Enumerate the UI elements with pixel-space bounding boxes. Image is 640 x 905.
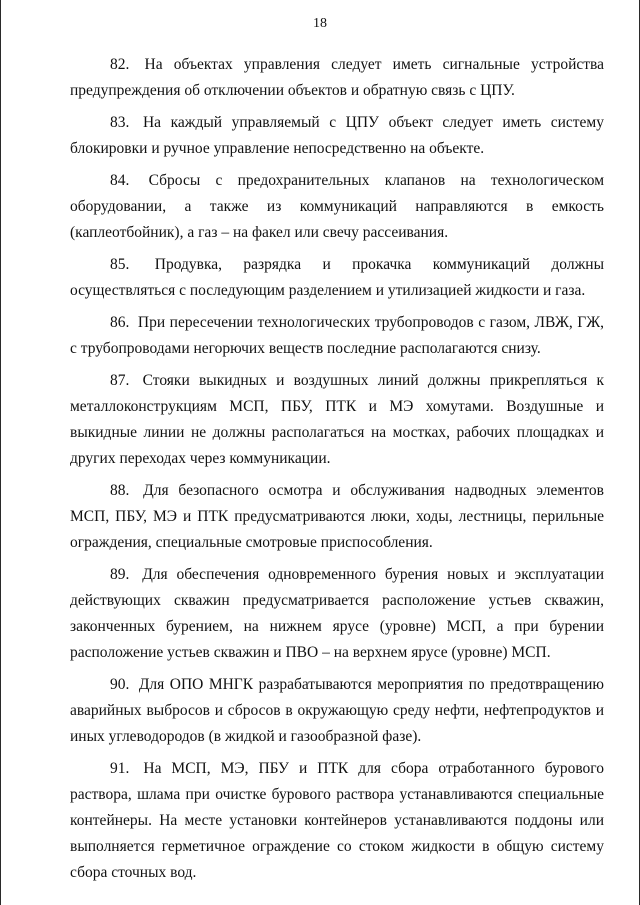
paragraph-text: Продувка, разрядка и прокачка коммуникаций должны осуществляться с последующим разделением и утилизацией жидкости и газа. bbox=[70, 256, 604, 299]
paragraph-text: Для ОПО МНГК разрабатываются мероприятия по предотвращению аварийных выбросов и сбросов в окружающую среду нефти, нефтепродуктов и иных углеводородов (в жидкой и газообразной фазе). bbox=[70, 676, 605, 745]
paragraph-90 bbox=[70, 672, 604, 750]
paragraph-text: Стояки выкидных и воздушных линий должны прикрепляться к металлоконструкциям МСП, ПБУ, ПТК и МЭ хомутами. Воздушные и выкидные линии не должны располагаться на мостках, рабочих площадках и других переходах через коммуникации. bbox=[70, 372, 604, 467]
paragraph-88 bbox=[70, 478, 604, 556]
paragraph-82 bbox=[70, 52, 604, 104]
paragraph-number: 85. bbox=[110, 256, 130, 273]
paragraph-text: На МСП, МЭ, ПБУ и ПТК для сбора отработанного бурового раствора, шлама при очистке бурового раствора устанавливаются специальные контейнеры. На месте установки контейнеров устанавливаются поддоны или выполняется герметичное ограждение со стоком жидкости в общую систему сбора сточных вод. bbox=[70, 760, 605, 881]
paragraph-number: 90. bbox=[110, 676, 130, 693]
page-number: 18 bbox=[313, 16, 327, 31]
paragraph-text: При пересечении технологических трубопроводов с газом, ЛВЖ, ГЖ, с трубопроводами негорючих веществ последние располагаются снизу. bbox=[70, 314, 604, 357]
paragraph-text: На каждый управляемый с ЦПУ объект следует иметь систему блокировки и ручное управление непосредственно на объекте. bbox=[70, 114, 604, 157]
paragraph-number: 82. bbox=[110, 56, 130, 73]
paragraph-text: Для обеспечения одновременного бурения новых и эксплуатации действующих скважин предусматривается расположение устьев скважин, законченных бурением, на нижнем ярусе (уровне) МСП, а при бурении расположение устьев скважин и ПВО – на верхнем ярусе (уровне) МСП. bbox=[70, 566, 605, 661]
paragraph-number: 84. bbox=[110, 172, 130, 189]
paragraph-text: На объектах управления следует иметь сигнальные устройства предупреждения об отключении объектов и обратную связь с ЦПУ. bbox=[70, 56, 605, 99]
document-body bbox=[70, 52, 604, 892]
paragraph-number: 87. bbox=[110, 372, 130, 389]
paragraph-number: 83. bbox=[110, 114, 130, 131]
paragraph-85 bbox=[70, 252, 604, 304]
paragraph-number: 91. bbox=[110, 760, 130, 777]
paragraph-84 bbox=[70, 168, 604, 246]
paragraph-number: 88. bbox=[110, 482, 130, 499]
paragraph-86 bbox=[70, 310, 604, 362]
paragraph-87 bbox=[70, 368, 604, 472]
paragraph-83 bbox=[70, 110, 604, 162]
paragraph-text: Для безопасного осмотра и обслуживания надводных элементов МСП, ПБУ, МЭ и ПТК предусматриваются люки, ходы, лестницы, перильные ограждения, специальные смотровые приспособления. bbox=[70, 482, 605, 551]
paragraph-text: Сбросы с предохранительных клапанов на технологическом оборудовании, а также из коммуникаций направляются в емкость (каплеотбойник), а газ – на факел или свечу рассеивания. bbox=[70, 172, 605, 241]
paragraph-number: 86. bbox=[110, 314, 130, 331]
paragraph-number: 89. bbox=[110, 566, 130, 583]
paragraph-91 bbox=[70, 756, 604, 886]
paragraph-89 bbox=[70, 562, 604, 666]
